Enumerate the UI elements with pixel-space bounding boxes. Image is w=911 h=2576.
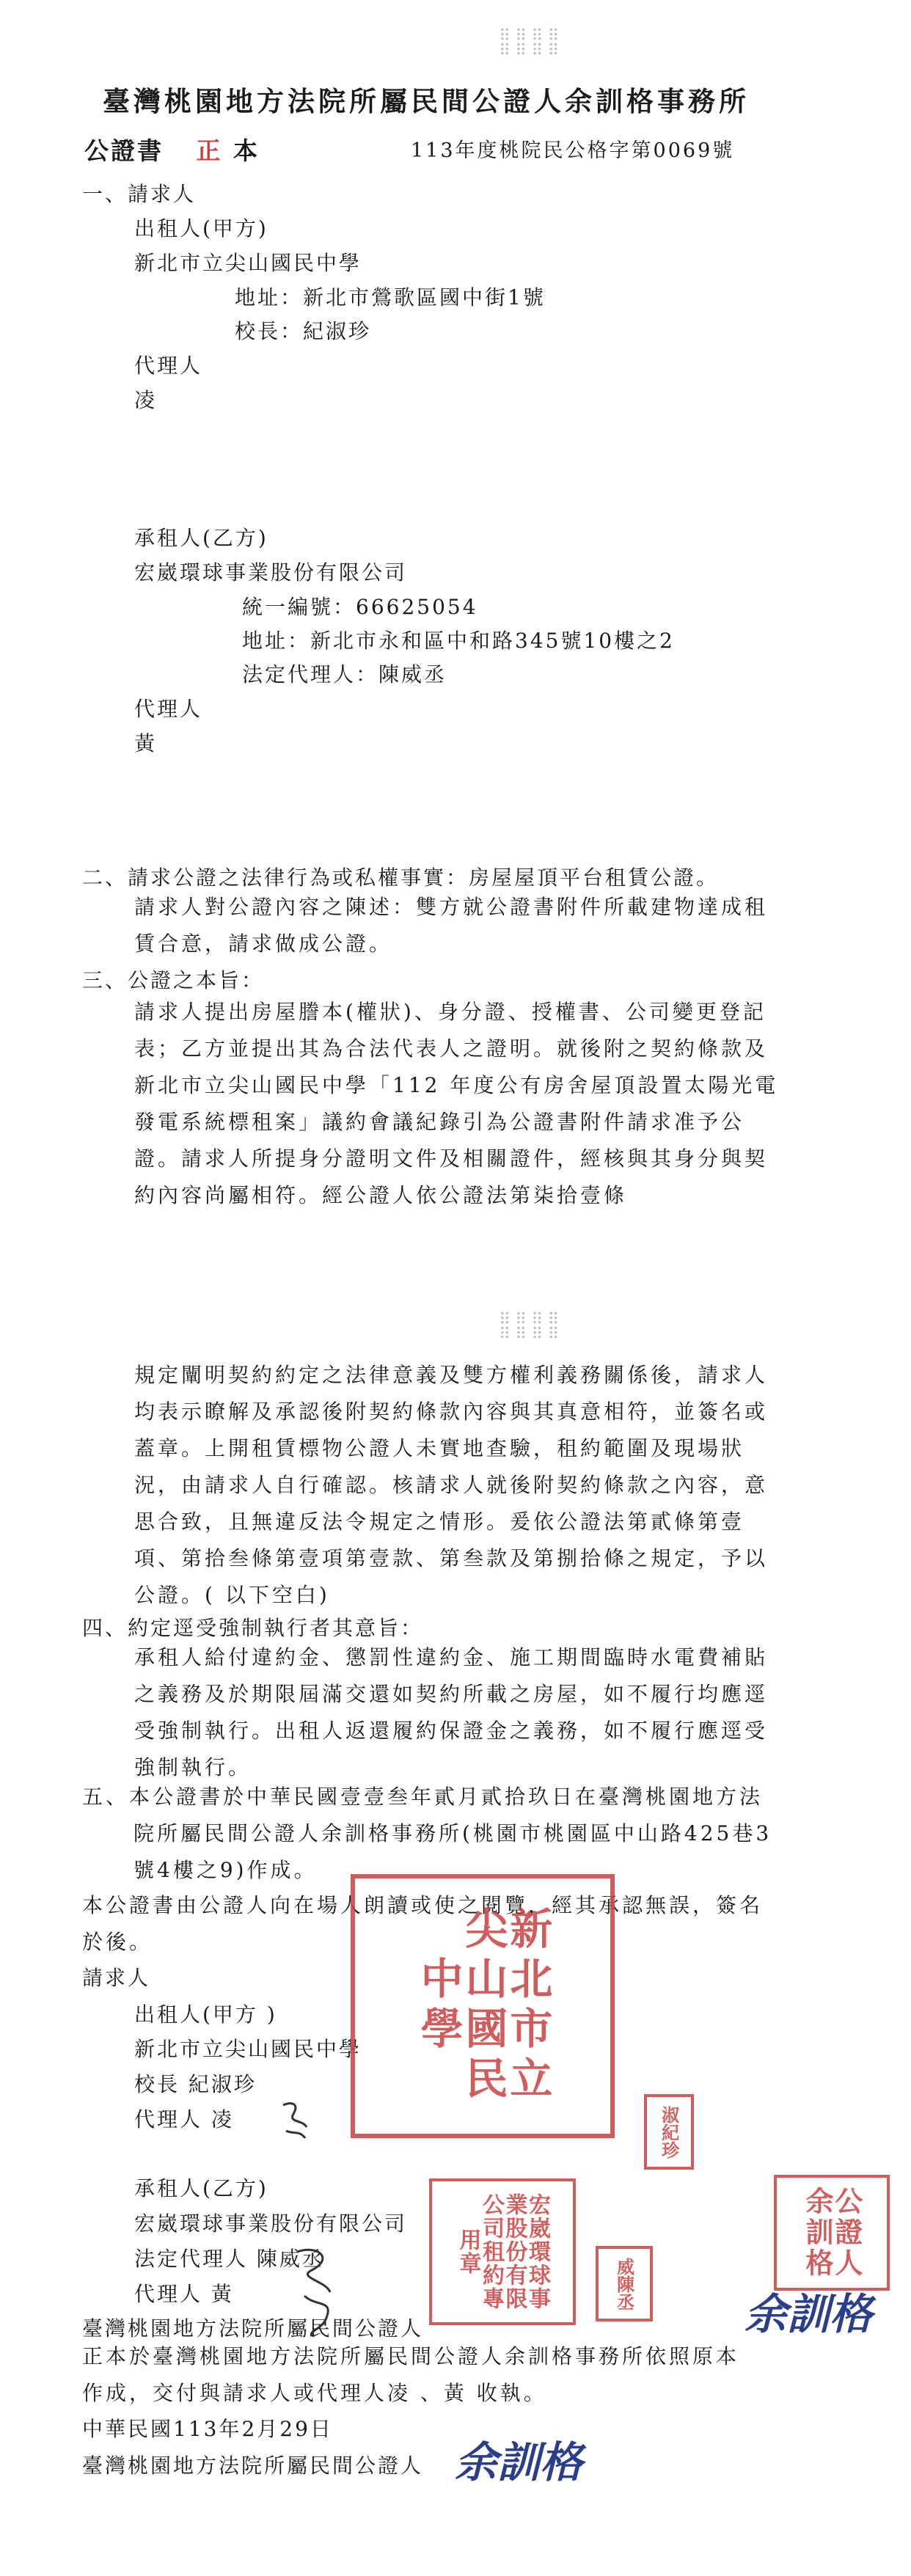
- notary-seal-text: 公證人余訓格: [801, 2187, 863, 2279]
- closing-lessor-role: 出租人(甲方 ): [134, 2002, 277, 2027]
- lessee-address: 地址：新北市永和區中和路345號10樓之2: [242, 629, 675, 653]
- requester-label: 請求人: [82, 1966, 151, 1990]
- watermark: ⠿⠿⠿⠿ ⠿⠿⠿⠿: [499, 1311, 564, 1344]
- section3-text-part2: 規定闡明契約約定之法律意義及雙方權利義務關係後，請求人均表示瞭解及承認後附契約條款內容與其真意相符，並簽名或蓋章。上開租賃標物公證人未實地查驗，租約範圍及現場狀況，由請求人自行確認。核請求人就後附契約條款之內容，意思合致，且無違反法令規定之情形。爰依公證法第貳條第壹項、第拾叁條第壹項第壹款、第叁款及第捌拾條之規定，予以公證。( 以下空白): [134, 1363, 769, 1607]
- original-mark: 正: [196, 136, 223, 165]
- lessee-agent-name: 黃: [134, 731, 158, 755]
- original-mark-suffix: 本: [233, 136, 260, 165]
- lessor-address: 地址：新北市鶯歌區國中街1號: [235, 285, 546, 310]
- lessor-agent-label: 代理人: [134, 354, 203, 378]
- notary-signature-1: 余訓格: [744, 2289, 873, 2339]
- read-statement: 本公證書由公證人向在場人朗讀或使之閱覽，經其承認無誤，簽名於後。: [82, 1893, 764, 1954]
- principal-seal-text: 淑紀珍: [658, 2105, 680, 2159]
- section3-text-part1: 請求人提出房屋謄本(權狀)、身分證、授權書、公司變更登記表；乙方並提出其為合法代表人之證明。就後附之契約條款及新北市立尖山國民中學「112 年度公有房舍屋頂設置太陽光電發電系統標租案」議約會議紀錄引為公證書附件請求准予公證。請求人所提身分證明文件及相關證件，經核與其身分與契約內容尚屬相符。經公證人依公證法第柒拾壹條: [134, 1000, 779, 1207]
- section4-heading: 四、約定逕受強制執行者其意旨：: [82, 1616, 424, 1640]
- section2-heading: 二、請求公證之法律行為或私權事實：房屋屋頂平台租賃公證。: [82, 866, 720, 890]
- closing-lessee-agent: 代理人 黃: [134, 2282, 234, 2306]
- closing-lessee-name: 宏崴環球事業股份有限公司: [134, 2211, 408, 2236]
- closing-lessor-name: 新北市立尖山國民中學: [134, 2037, 362, 2061]
- rep-signature-scribble: [290, 2237, 348, 2340]
- lessee-agent-label: 代理人: [134, 697, 203, 721]
- section5-text: 五、本公證書於中華民國壹壹叁年貳月貳拾玖日在臺灣桃園地方法院所屬民間公證人余訓格事務所(桃園市桃園區中山路425巷3號4樓之9)作成。: [82, 1785, 772, 1882]
- school-seal-text: 新北市立尖山國民中學: [413, 1906, 553, 2106]
- lessee-legal-rep: 法定代理人：陳威丞: [242, 662, 447, 687]
- office-title: 臺灣桃園地方法院所屬民間公證人余訓格事務所: [103, 85, 750, 117]
- lessee-role: 承租人(乙方): [134, 526, 268, 550]
- doc-label: [84, 132, 260, 167]
- closing-principal: 校長 紀淑珍: [134, 2072, 257, 2096]
- closing-lessor-agent: 代理人 凌: [134, 2107, 234, 2132]
- notary-signature-2: 余訓格: [455, 2437, 583, 2487]
- lessor-principal: 校長：紀淑珍: [235, 319, 372, 343]
- agent-signature-scribble: [277, 2098, 314, 2142]
- lessor-agent-name: 凌: [134, 388, 158, 412]
- notary-seal: [774, 2175, 890, 2291]
- lessor-name: 新北市立尖山國民中學: [134, 251, 362, 275]
- watermark: ⠿⠿⠿⠿ ⠿⠿⠿⠿: [499, 27, 564, 60]
- school-seal: [351, 1874, 615, 2138]
- doc-label-text: 公證書: [84, 136, 164, 165]
- date-line: 中華民國113年2月29日: [82, 2417, 333, 2441]
- rep-seal-text: 威陳丞: [613, 2257, 635, 2310]
- case-number: 113年度桃院民公格字第0069號: [411, 139, 735, 162]
- company-seal-text: 宏崴環球事業股份有限公司租約專用章: [455, 2193, 550, 2310]
- rep-seal: [596, 2246, 653, 2321]
- notary-line-final: 臺灣桃園地方法院所屬民間公證人: [82, 2454, 424, 2478]
- closing-legal-rep: 法定代理人 陳威丞: [134, 2247, 325, 2271]
- company-seal: [429, 2178, 576, 2325]
- copy-statement: 正本於臺灣桃園地方法院所屬民間公證人余訓格事務所依照原本作成，交付與請求人或代理人凌 、黃 收執。: [82, 2344, 740, 2405]
- section4-text: 承租人給付違約金、懲罰性違約金、施工期間臨時水電費補貼之義務及於期限屆滿交還如契約所載之房屋，如不履行均應逕受強制執行。出租人返還履約保證金之義務，如不履行應逕受強制執行。: [134, 1645, 769, 1779]
- lessee-name: 宏崴環球事業股份有限公司: [134, 560, 408, 585]
- notary-line: 臺灣桃園地方法院所屬民間公證人: [82, 2316, 424, 2341]
- lessor-role: 出租人(甲方): [134, 216, 268, 241]
- closing-lessee-role: 承租人(乙方): [134, 2176, 268, 2200]
- principal-seal: [644, 2094, 694, 2170]
- section3-heading: 三、公證之本旨：: [82, 968, 265, 992]
- section2-text: 請求人對公證內容之陳述：雙方就公證書附件所載建物達成租賃合意，請求做成公證。: [134, 895, 769, 956]
- section1-heading: 一、請求人: [82, 182, 197, 206]
- lessee-tax-id: 統一編號：66625054: [242, 595, 478, 619]
